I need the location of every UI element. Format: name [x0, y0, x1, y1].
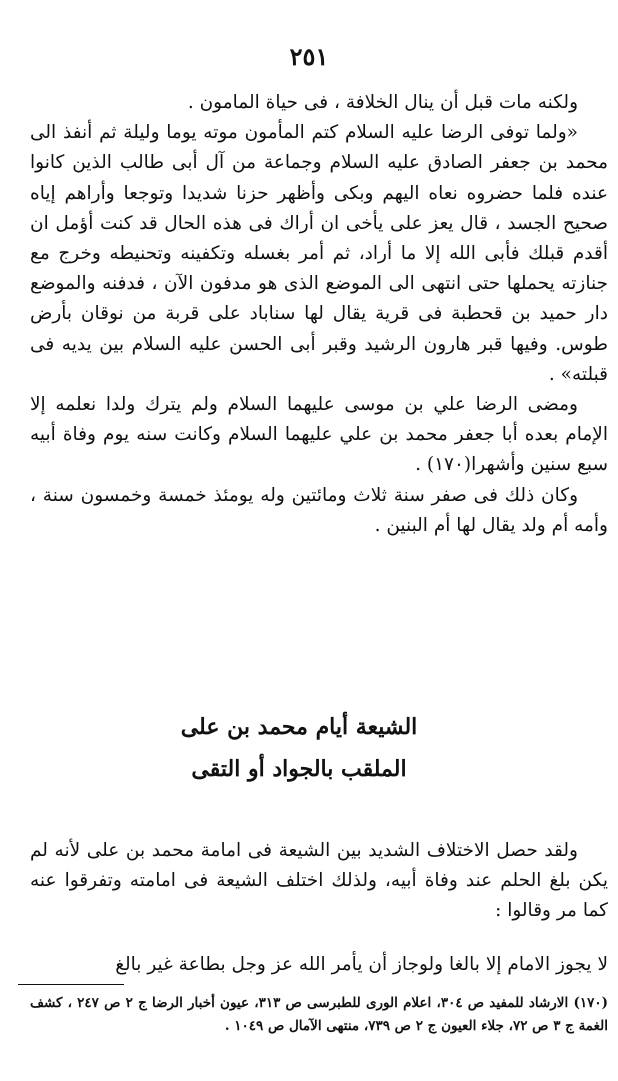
carry-over-line: لا يجوز الامام إلا بالغا ولوجاز أن يأمر الله عز وجل بطاعة غير بالغ: [115, 954, 608, 975]
section-heading: [0, 706, 618, 790]
main-text: [30, 88, 608, 541]
section-heading-line-2: الملقب بالجواد أو التقى: [191, 756, 407, 782]
paragraph-3: ومضى الرضا علي بن موسى عليهما السلام ولم يترك ولدا نعلمه إلا الإمام بعده أبا جعفر محمد بن علي عليهما السلام وكانت سنه يوم وفاة أبيه سبع سنين وأشهرا(١٧٠) .: [30, 394, 608, 476]
section-heading-line-1: الشيعة أيام محمد بن على: [180, 714, 418, 740]
section-paragraph: ولقد حصل الاختلاف الشديد بين الشيعة فى امامة محمد بن على لأنه لم يكن بلغ الحلم عند وفاة أبيه، ولذلك اختلف الشيعة فى امامته وتفرقوا عنه كما مر وقالوا :: [30, 840, 608, 922]
paragraph-2: «ولما توفى الرضا عليه السلام كتم المأمون موته يوما وليلة ثم أنفذ الى محمد بن جعفر الصادق عليه السلام وجماعة من آل أبى طالب الذين كانوا عنده فلما حضروه نعاه اليهم وبكى وأظهر حزنا شديدا وتوجعا وأراهم إياه صحيح الجسد ، قال يعز على يأخى ان أراك فى هذه الحال قد كنت أؤمل ان أقدم قبلك فأبى الله إلا ما أراد، ثم أمر بغسله وتكفينه وتحنيطه وخرج مع جنازته يحملها حتى انتهى الى الموضع الذى هو مدفون الآن ، فدفنه والموضع دار حميد بن قحطبة فى قرية يقال لها سناباد على قربة من نوقان بأرض طوس. وفيها قبر هارون الرشيد وقبر أبى الحسن عليه السلام بين يديه فى قبلته» .: [30, 122, 608, 385]
section-text: [30, 836, 608, 927]
paragraph-1: ولكنه مات قبل أن ينال الخلافة ، فى حياة المامون .: [187, 92, 578, 113]
page-number: ٢٥١: [289, 42, 329, 71]
footnote: (١٧٠) الارشاد للمفيد ص ٣٠٤، اعلام الورى للطبرسى ص ٣١٣، عيون أخبار الرضا ج ٢ ص ٢٤٧ ، كشف الغمة ج ٣ ص ٧٢، جلاء العيون ج ٢ ص ٧٣٩، منتهى الآمال ص ١٠٤٩ .: [30, 995, 608, 1034]
paragraph-4: وكان ذلك فى صفر سنة ثلاث ومائتين وله يومئذ خمسة وخمسون سنة ، وأمه أم ولد يقال لها أم البنين .: [30, 484, 608, 536]
footnote-divider: [18, 984, 124, 985]
